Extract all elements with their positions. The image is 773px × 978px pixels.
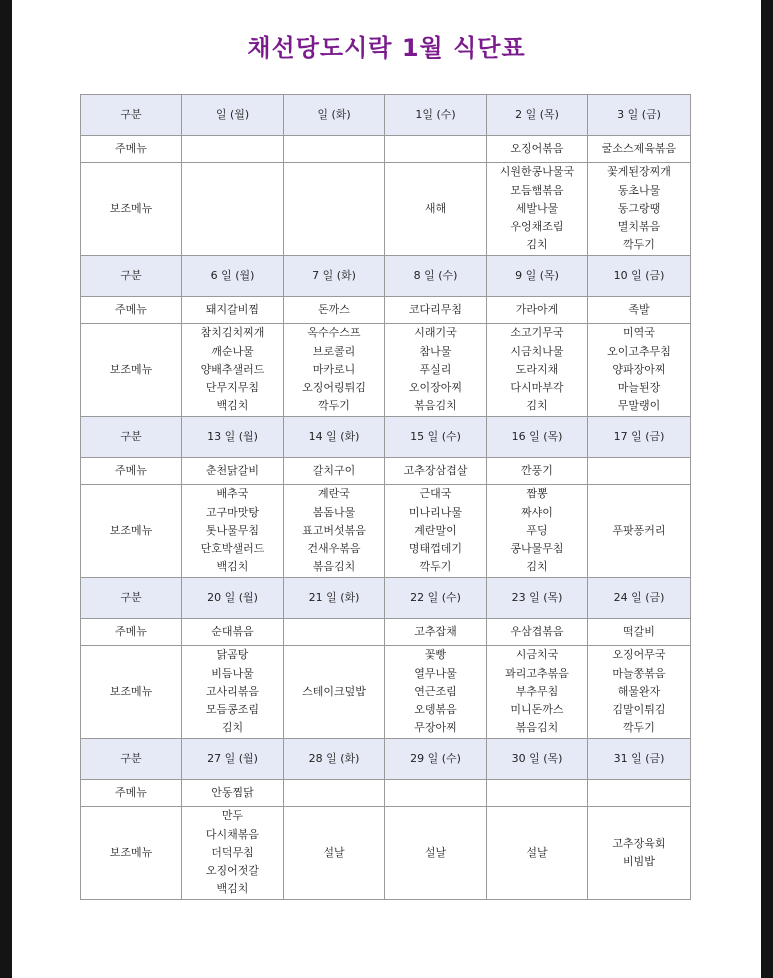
side-dish: 시원한콩나물국 (499, 165, 575, 179)
side-dish: 양파장아찌 (612, 362, 666, 376)
side-dishes-cell (284, 485, 385, 578)
side-dishes-cell (182, 324, 284, 417)
side-dish: 미나리나물 (408, 505, 463, 519)
day-header: 31 일 (금) (588, 739, 691, 780)
category-label: 구분 (81, 95, 182, 136)
main-dish-cell: 안동찜닭 (182, 780, 284, 807)
side-dishes-cell (284, 646, 385, 739)
day-header: 27 일 (월) (182, 739, 284, 780)
side-dishes-cell (182, 163, 284, 256)
main-dish-cell: 가라아게 (487, 297, 588, 324)
main-dish-cell: 굴소스제육볶음 (588, 136, 691, 163)
side-dish: 명태껍데기 (408, 542, 463, 556)
side-dish: 오징어무국 (612, 648, 666, 662)
week-header-row (81, 256, 691, 297)
side-dishes-cell (284, 324, 385, 417)
side-menu-row (81, 163, 691, 256)
week-header-row (81, 417, 691, 458)
meal-plan-table (80, 94, 691, 900)
week-header-row (81, 95, 691, 136)
side-dishes-cell (385, 485, 487, 578)
main-dish-cell: 춘천닭갈비 (182, 458, 284, 485)
side-dishes-cell (487, 163, 588, 256)
day-header: 2 일 (목) (487, 95, 588, 136)
side-dish: 백김치 (216, 399, 249, 413)
main-menu-row (81, 297, 691, 324)
side-dish: 볶음김치 (312, 560, 356, 574)
side-dish: 깍두기 (318, 399, 350, 413)
side-dish: 닭곰탕 (216, 648, 249, 662)
side-dish: 꽈리고추볶음 (505, 666, 569, 680)
main-dish-cell: 고추잡채 (385, 619, 487, 646)
side-dish: 짜샤이 (521, 505, 553, 519)
side-dish: 계란국 (318, 487, 350, 501)
side-dish: 꽃빵 (424, 648, 447, 662)
side-menu-row (81, 324, 691, 417)
day-header: 28 일 (화) (284, 739, 385, 780)
week-header-row (81, 739, 691, 780)
day-header: 30 일 (목) (487, 739, 588, 780)
side-dish: 우엉채조림 (510, 220, 564, 234)
main-dish-cell (487, 780, 588, 807)
side-dish: 새해 (424, 201, 447, 215)
main-dish-cell: 갈치구이 (284, 458, 385, 485)
side-dish: 김치 (526, 238, 548, 252)
main-dish-cell (182, 136, 284, 163)
side-dish: 짬뽕 (526, 487, 548, 501)
side-menu-label: 보조메뉴 (81, 646, 182, 739)
side-menu-label: 보조메뉴 (81, 807, 182, 900)
side-dish: 모듬콩조림 (205, 703, 260, 717)
day-header: 15 일 (수) (385, 417, 487, 458)
side-dish: 배추국 (216, 487, 249, 501)
side-dishes-cell (284, 807, 385, 900)
main-dish-cell: 돼지갈비찜 (182, 297, 284, 324)
side-dishes-cell (588, 646, 691, 739)
main-menu-label: 주메뉴 (81, 780, 182, 807)
side-menu-label: 보조메뉴 (81, 485, 182, 578)
main-dish-cell: 오징어볶음 (487, 136, 588, 163)
side-dish: 단무지무침 (205, 381, 260, 395)
side-dishes-cell (487, 807, 588, 900)
main-menu-row (81, 619, 691, 646)
side-dish: 마카로니 (312, 362, 356, 376)
side-dish: 무장아찌 (414, 721, 457, 735)
side-dish: 오징어젓갈 (205, 864, 260, 878)
side-menu-row (81, 485, 691, 578)
side-dishes-cell (588, 163, 691, 256)
side-dish: 깍두기 (419, 560, 452, 574)
side-dishes-cell (182, 485, 284, 578)
side-dishes-cell (487, 646, 588, 739)
side-menu-row (81, 646, 691, 739)
side-dish: 비빔밥 (623, 855, 655, 868)
side-dish: 볶음김치 (414, 399, 457, 413)
category-label: 구분 (81, 739, 182, 780)
side-dish: 다시마부각 (510, 381, 564, 395)
main-menu-label: 주메뉴 (81, 619, 182, 646)
side-dishes-cell (588, 807, 691, 900)
side-dish: 미역국 (623, 326, 655, 340)
category-label: 구분 (81, 417, 182, 458)
category-label: 구분 (81, 256, 182, 297)
side-dish: 설날 (323, 845, 345, 859)
side-dish: 톳나물무침 (205, 523, 260, 537)
page-title: 채선당도시락 1월 식단표 (247, 34, 526, 62)
side-dish: 무말랭이 (617, 399, 661, 413)
side-dish: 오이장아찌 (408, 381, 463, 395)
main-menu-row (81, 458, 691, 485)
side-dish: 건새우볶음 (307, 542, 361, 556)
side-dish: 마늘된장 (617, 381, 661, 395)
side-dish: 시금치국 (515, 648, 559, 662)
day-header: 21 일 (화) (284, 578, 385, 619)
main-dish-cell: 떡갈비 (588, 619, 691, 646)
side-dish: 깨순나물 (211, 344, 254, 358)
main-dish-cell: 순대볶음 (182, 619, 284, 646)
day-header: 일 (화) (284, 95, 385, 136)
main-menu-label: 주메뉴 (81, 297, 182, 324)
side-dish: 김치 (526, 399, 548, 413)
side-dish: 동그랑땡 (617, 201, 661, 215)
side-dish: 브로콜리 (312, 344, 356, 358)
side-dishes-cell (588, 485, 691, 578)
main-dish-cell (588, 458, 691, 485)
side-menu-label: 보조메뉴 (81, 324, 182, 417)
side-dish: 표고버섯볶음 (302, 523, 366, 537)
side-dish: 동초나물 (617, 183, 661, 197)
main-dish-cell: 돈까스 (284, 297, 385, 324)
side-dish: 김치 (526, 560, 548, 574)
main-dish-cell (385, 780, 487, 807)
main-dish-cell (284, 619, 385, 646)
side-dish: 계란말이 (414, 523, 457, 537)
day-header: 20 일 (월) (182, 578, 284, 619)
side-dish: 시금치나물 (510, 344, 564, 358)
day-header: 9 일 (목) (487, 256, 588, 297)
side-dish: 옥수수스프 (307, 326, 361, 340)
side-dish: 꽃게된장찌개 (607, 165, 671, 179)
day-header: 3 일 (금) (588, 95, 691, 136)
main-menu-row (81, 780, 691, 807)
side-dish: 해물완자 (617, 684, 661, 698)
side-dish: 설날 (526, 845, 548, 859)
side-dish: 부추무침 (515, 684, 559, 698)
side-dishes-cell (182, 807, 284, 900)
main-menu-label: 주메뉴 (81, 458, 182, 485)
side-menu-label: 보조메뉴 (81, 163, 182, 256)
day-header: 13 일 (월) (182, 417, 284, 458)
menu-document (12, 0, 761, 978)
day-header: 16 일 (목) (487, 417, 588, 458)
side-dish: 오징어링튀김 (302, 381, 366, 395)
side-dish: 소고기무국 (510, 326, 564, 340)
side-dish: 백김치 (216, 560, 249, 574)
side-dish: 만두 (221, 809, 244, 823)
day-header: 7 일 (화) (284, 256, 385, 297)
side-dish: 단호박샐러드 (200, 542, 265, 556)
day-header: 1일 (수) (385, 95, 487, 136)
side-dishes-cell (284, 163, 385, 256)
side-dish: 백김치 (216, 882, 249, 896)
side-dish: 볶음김치 (515, 721, 559, 735)
side-dish: 더덕무침 (211, 845, 254, 859)
day-header: 8 일 (수) (385, 256, 487, 297)
side-dish: 미니돈까스 (510, 703, 564, 717)
main-dish-cell (385, 136, 487, 163)
side-menu-row (81, 807, 691, 900)
day-header: 29 일 (수) (385, 739, 487, 780)
side-dish: 오뎅볶음 (414, 703, 457, 717)
main-dish-cell (284, 780, 385, 807)
side-dish: 모듬햄볶음 (510, 183, 564, 197)
week-header-row (81, 578, 691, 619)
side-dishes-cell (487, 485, 588, 578)
main-dish-cell (284, 136, 385, 163)
side-dish: 근대국 (419, 487, 452, 501)
side-dish: 고추장육회 (612, 836, 666, 850)
side-dish: 세발나물 (515, 201, 559, 215)
day-header: 24 일 (금) (588, 578, 691, 619)
day-header: 22 일 (수) (385, 578, 487, 619)
side-dish: 깍두기 (623, 238, 655, 252)
side-dishes-cell (385, 163, 487, 256)
side-dish: 스테이크덮밥 (302, 684, 366, 698)
main-menu-row (81, 136, 691, 163)
category-label: 구분 (81, 578, 182, 619)
main-dish-cell: 우삼겹볶음 (487, 619, 588, 646)
side-dish: 다시채볶음 (205, 827, 260, 841)
side-dish: 비듬나물 (211, 666, 254, 680)
side-dish: 도라지채 (515, 362, 559, 376)
side-dish: 참나물 (419, 344, 452, 358)
side-dish: 고구마맛탕 (205, 505, 260, 519)
main-dish-cell (588, 780, 691, 807)
side-dish: 깍두기 (623, 721, 655, 735)
day-header: 6 일 (월) (182, 256, 284, 297)
meal-plan-body (81, 95, 691, 900)
main-menu-label: 주메뉴 (81, 136, 182, 163)
side-dish: 푸팟퐁커리 (612, 523, 666, 537)
main-dish-cell: 족발 (588, 297, 691, 324)
day-header: 10 일 (금) (588, 256, 691, 297)
side-dishes-cell (385, 807, 487, 900)
main-dish-cell: 깐풍기 (487, 458, 588, 485)
day-header: 17 일 (금) (588, 417, 691, 458)
day-header: 14 일 (화) (284, 417, 385, 458)
side-dish: 마늘쫑볶음 (612, 666, 666, 680)
side-dish: 열무나물 (414, 666, 457, 680)
side-dish: 푸실리 (419, 362, 452, 376)
side-dish: 김치 (221, 721, 244, 735)
side-dish: 멸치볶음 (617, 220, 661, 234)
side-dish: 연근조림 (414, 684, 457, 698)
side-dish: 오이고추무침 (607, 344, 671, 358)
side-dish: 봄돔나물 (312, 505, 356, 519)
main-dish-cell: 고추장삼겹살 (385, 458, 487, 485)
side-dish: 양배추샐러드 (200, 362, 265, 376)
side-dish: 설날 (424, 845, 447, 859)
side-dish: 푸딩 (526, 523, 548, 537)
side-dishes-cell (182, 646, 284, 739)
day-header: 23 일 (목) (487, 578, 588, 619)
side-dish: 김말이튀김 (612, 703, 666, 717)
side-dishes-cell (385, 324, 487, 417)
side-dishes-cell (385, 646, 487, 739)
side-dishes-cell (588, 324, 691, 417)
side-dish: 시래기국 (414, 326, 457, 340)
side-dish: 참치김치찌개 (200, 326, 265, 340)
side-dishes-cell (487, 324, 588, 417)
side-dish: 콩나물무침 (510, 542, 564, 556)
day-header: 일 (월) (182, 95, 284, 136)
side-dish: 고사리볶음 (205, 684, 260, 698)
main-dish-cell: 코다리무침 (385, 297, 487, 324)
